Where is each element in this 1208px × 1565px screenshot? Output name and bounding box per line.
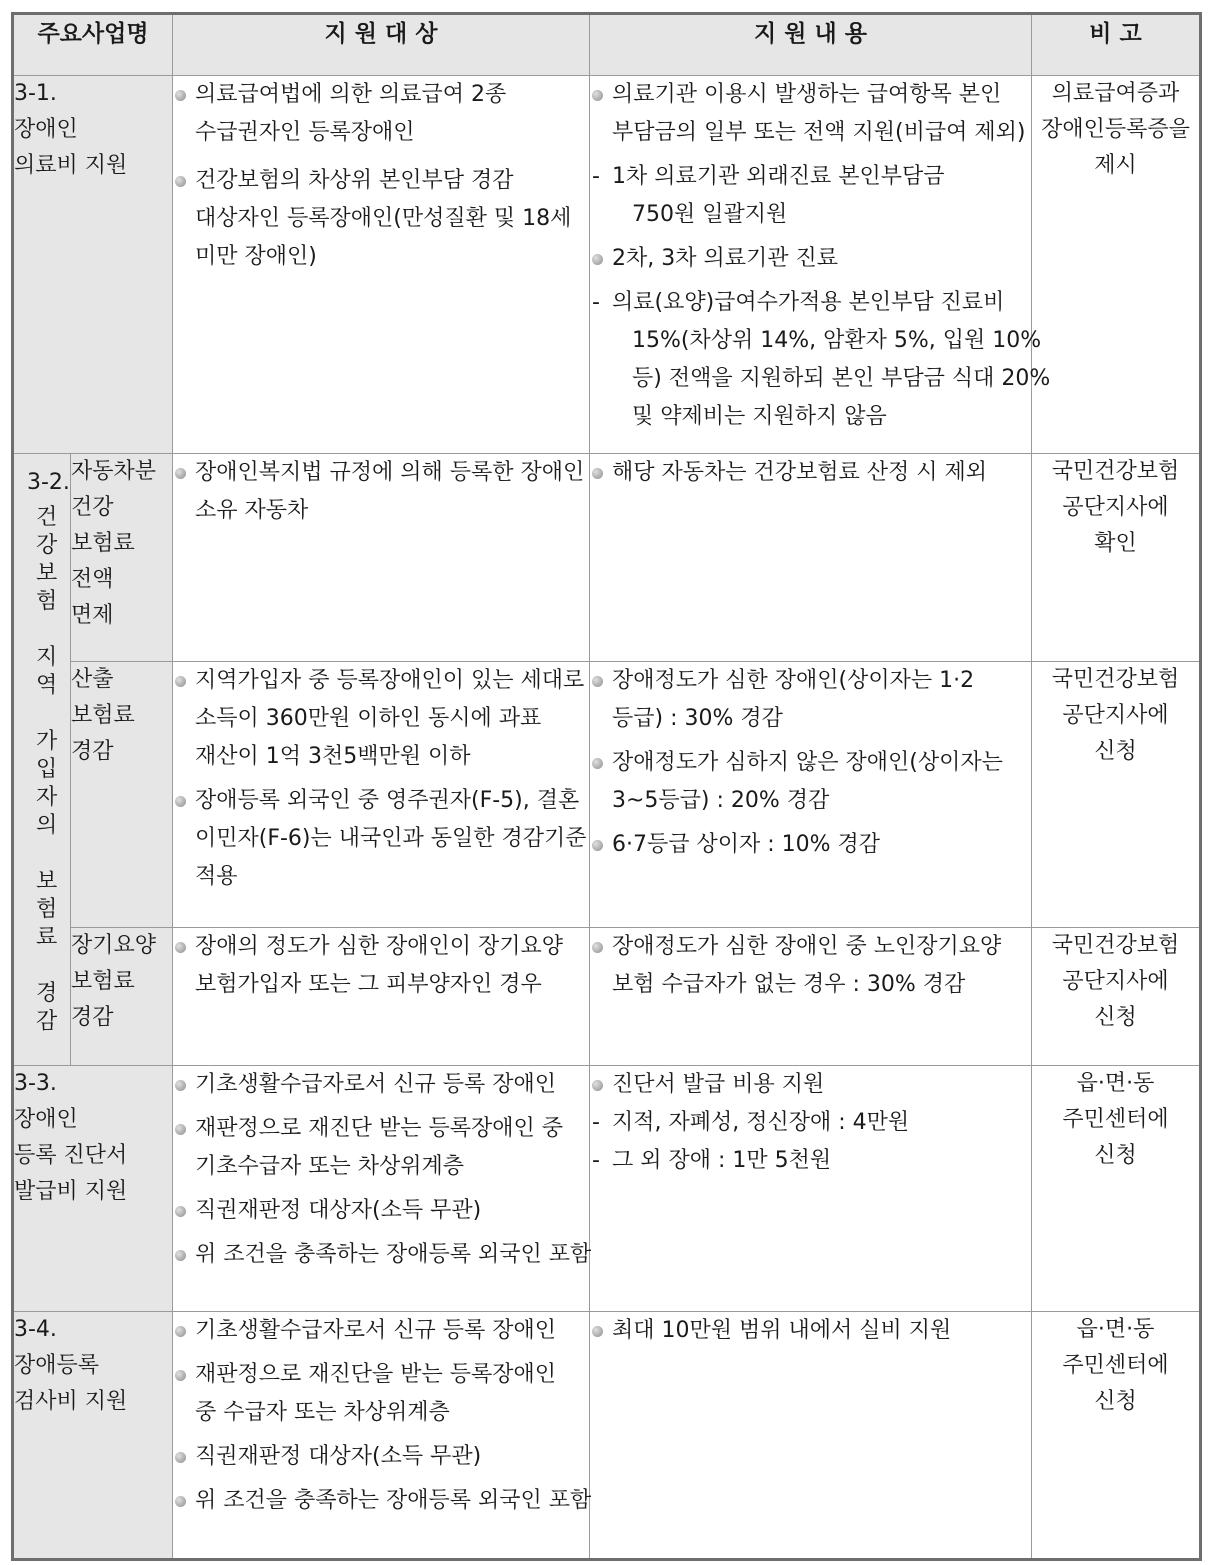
table-row-ltc-premium: [13, 928, 1201, 1066]
header-row: [13, 14, 1201, 76]
bullet-icon: [175, 1326, 186, 1337]
list-item: 재판정으로 재진단 받는 등록장애인 중 기초수급자 또는 차상위계층: [173, 1110, 589, 1186]
bullet-icon: [592, 758, 603, 769]
subprogram-name-cell: 자동차분 건강 보험료 전액 면제: [71, 454, 173, 662]
support-programs-table: [11, 12, 1202, 1561]
remarks-cell: 국민건강보험 공단지사에 신청: [1032, 662, 1201, 928]
bullet-icon: [592, 1080, 603, 1091]
bullet-icon: [175, 1124, 186, 1135]
bullet-icon: [175, 1496, 186, 1507]
table-row-medical-expense: [13, 76, 1201, 454]
sub-item: - 1차 의료기관 외래진료 본인부담금 750원 일괄지원: [592, 164, 945, 227]
bullet-icon: [175, 796, 186, 807]
list-item: 지역가입자 중 등록장애인이 있는 세대로 소득이 360만원 이하인 동시에 과표 재산이 1억 3천5백만원 이하: [173, 662, 589, 776]
program-name-cell: 3-4. 장애등록 검사비 지원: [13, 1312, 173, 1560]
list-item: 장애정도가 심하지 않은 장애인(상이자는 3~5등급) : 20% 경감: [590, 744, 1031, 820]
content-cell: [590, 928, 1032, 1066]
target-cell: [173, 1066, 590, 1312]
remarks-cell: 읍·면·동 주민센터에 신청: [1032, 1066, 1201, 1312]
content-cell: [590, 662, 1032, 928]
list-item: 직권재판정 대상자(소득 무관): [173, 1192, 589, 1230]
bullet-icon: [592, 840, 603, 851]
header-program-name: 주요사업명: [13, 14, 173, 76]
list-item: 의료급여법에 의한 의료급여 2종 수급권자인 등록장애인: [173, 76, 589, 152]
list-item: 2차, 3차 의료기관 진료: [590, 240, 1031, 278]
bullet-icon: [175, 1370, 186, 1381]
list-item: 최대 10만원 범위 내에서 실비 지원: [590, 1312, 1031, 1350]
bullet-icon: [592, 90, 603, 101]
bullet-icon: [175, 1080, 186, 1091]
header-support-target: 지 원 대 상: [173, 14, 590, 76]
list-item: 위 조건을 충족하는 장애등록 외국인 포함: [173, 1236, 589, 1274]
list-item: 재판정으로 재진단을 받는 등록장애인 중 수급자 또는 차상위계층: [173, 1356, 589, 1432]
bullet-icon: [175, 1206, 186, 1217]
remarks-cell: 국민건강보험 공단지사에 확인: [1032, 454, 1201, 662]
table-row-exam-fee: [13, 1312, 1201, 1560]
remarks-cell: 의료급여증과 장애인등록증을 제시: [1032, 76, 1201, 454]
remarks-cell: 읍·면·동 주민센터에 신청: [1032, 1312, 1201, 1560]
content-cell: [590, 76, 1051, 454]
program-name-cell: 3-1. 장애인 의료비 지원: [13, 76, 173, 454]
target-cell: [173, 928, 590, 1066]
content-cell: [590, 1066, 1032, 1312]
content-cell: [590, 1312, 1032, 1560]
list-item: 직권재판정 대상자(소득 무관): [173, 1438, 589, 1476]
target-cell: [173, 454, 590, 662]
bullet-icon: [175, 1250, 186, 1261]
list-item: 진단서 발급 비용 지원: [590, 1066, 1031, 1104]
list-item: 의료기관 이용시 발생하는 급여항목 본인 부담금의 일부 또는 전액 지원(비급여 제외): [590, 76, 1031, 152]
subprogram-name-cell: 산출 보험료 경감: [71, 662, 173, 928]
list-item: 장애등록 외국인 중 영주권자(F-5), 결혼 이민자(F-6)는 내국인과 동일한 경감기준 적용: [173, 782, 589, 896]
target-cell: [173, 1312, 590, 1560]
bullet-icon: [592, 254, 603, 265]
content-cell: [590, 454, 1032, 662]
bullet-icon: [592, 468, 603, 479]
header-remarks: 비 고: [1032, 14, 1201, 76]
bullet-icon: [175, 468, 186, 479]
subprogram-name-cell: 장기요양 보험료 경감: [71, 928, 173, 1066]
bullet-icon: [175, 90, 186, 101]
list-item: 장애정도가 심한 장애인(상이자는 1·2 등급) : 30% 경감: [590, 662, 1031, 738]
bullet-icon: [175, 676, 186, 687]
target-cell: [173, 662, 590, 928]
list-item: 장애인복지법 규정에 의해 등록한 장애인 소유 자동차: [173, 454, 589, 530]
remarks-cell: 국민건강보험 공단지사에 신청: [1032, 928, 1201, 1066]
program-name-cell: 3-3. 장애인 등록 진단서 발급비 지원: [13, 1066, 173, 1312]
header-support-content: 지 원 내 용: [590, 14, 1032, 76]
list-item: 위 조건을 충족하는 장애등록 외국인 포함: [173, 1482, 589, 1520]
bullet-icon: [175, 942, 186, 953]
list-item: 장애정도가 심한 장애인 중 노인장기요양 보험 수급자가 없는 경우 : 30% 경감: [590, 928, 1031, 1004]
sub-item: - 지적, 자폐성, 정신장애 : 4만원: [592, 1110, 910, 1135]
list-item: 건강보험의 차상위 본인부담 경감 대상자인 등록장애인(만성질환 및 18세 미만 장애인): [173, 162, 589, 276]
list-item: 기초생활수급자로서 신규 등록 장애인: [173, 1066, 589, 1104]
target-cell: [173, 76, 590, 454]
bullet-icon: [592, 1326, 603, 1337]
list-item: 해당 자동차는 건강보험료 산정 시 제외: [590, 454, 1031, 492]
sub-item: - 의료(요양)급여수가적용 본인부담 진료비 15%(차상위 14%, 암환자 5%, 입원 10% 등) 전액을 지원하되 본인 부담금 식대 20% 및 약제비는 지원하지 않음: [592, 290, 1051, 429]
sub-item: - 그 외 장애 : 1만 5천원: [592, 1148, 832, 1173]
table-row-diagnosis-fee: [13, 1066, 1201, 1312]
bullet-icon: [175, 176, 186, 187]
bullet-icon: [592, 942, 603, 953]
program-name-cell-3-2: 3-2. 건 강 보 험 지 역 가 입 자 의 보 험 료 경 감: [13, 454, 71, 1066]
list-item: 장애의 정도가 심한 장애인이 장기요양 보험가입자 또는 그 피부양자인 경우: [173, 928, 589, 1004]
list-item: 6·7등급 상이자 : 10% 경감: [590, 826, 1031, 864]
table-row-vehicle-premium: [13, 454, 1201, 662]
list-item: 기초생활수급자로서 신규 등록 장애인: [173, 1312, 589, 1350]
bullet-icon: [592, 676, 603, 687]
bullet-icon: [175, 1452, 186, 1463]
table-row-premium-reduction: [13, 662, 1201, 928]
